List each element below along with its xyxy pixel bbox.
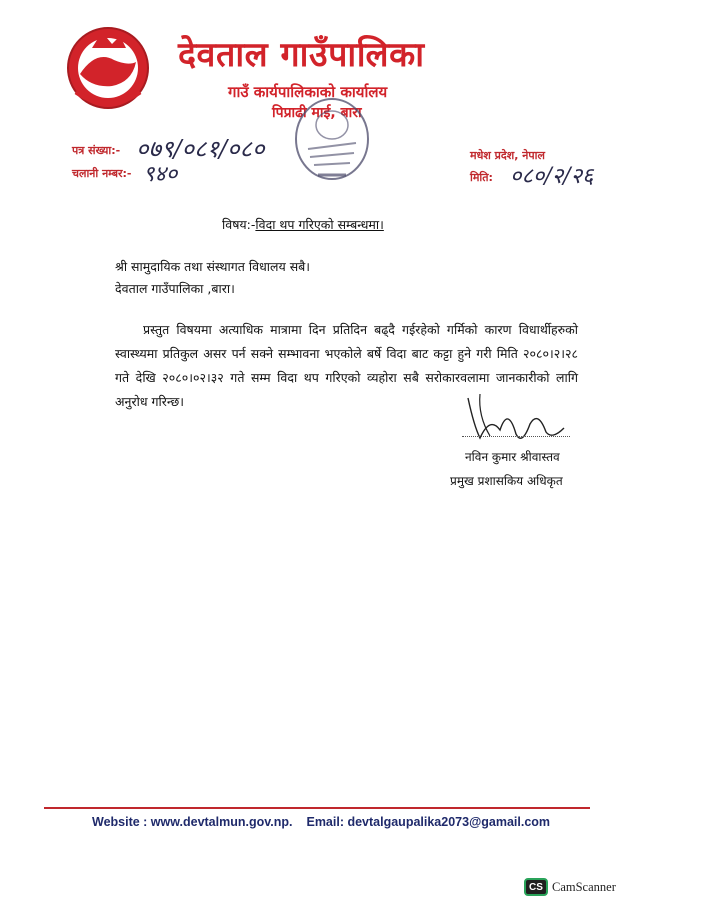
municipality-title: देवताल गाउँपालिका	[178, 35, 425, 75]
footer-contact	[92, 815, 550, 829]
subject-line	[222, 216, 384, 233]
camscanner-logo-icon: CS	[524, 878, 548, 896]
municipality-emblem-icon	[62, 22, 154, 110]
letter-number-value: ०७९/०८१/०८०	[136, 135, 265, 163]
signatory-title: प्रमुख प्रशासकिय अधिकृत	[450, 474, 563, 488]
province-label: मधेश प्रदेश, नेपाल	[470, 149, 545, 162]
dispatch-number-label: चलानी नम्बर:-	[72, 167, 132, 180]
footer-divider	[44, 807, 590, 809]
signature-dotted-line	[462, 436, 570, 437]
dispatch-number-value: ९४०	[143, 162, 178, 187]
office-subtitle: गाउँ कार्यपालिकाको कार्यालय	[228, 83, 388, 101]
letter-number-label: पत्र संख्या:-	[72, 144, 121, 157]
signatory-name: नविन कुमार श्रीवास्तव	[465, 450, 560, 464]
date-label: मिति:	[470, 171, 493, 184]
addressee-line-2: देवताल गाउँपालिका ,बारा।	[115, 281, 235, 296]
footer-website: Website : www.devtalmun.gov.np.	[92, 815, 293, 829]
body-paragraph: प्रस्तुत विषयमा अत्याधिक मात्रामा दिन प्रतिदिन बढ्दै गईरहेको गर्मिको कारण विधार्थीहरुको स्वास्थ्यमा प्रतिकुल असर पर्न सक्ने सम्भावना भएकोले बर्षे विदा बाट कट्टा हुने गरी मिति २०८०।२।२८ गते देखि २०८०।०२।३२ गते सम्म विदा थप गरिएको व्यहोरा सबै सरोकारवलामा जानकारीको लागि अनुरोध गरिन्छ।	[115, 322, 578, 409]
office-address: पिप्राढी माई, बारा	[272, 105, 362, 121]
addressee-line-1: श्री सामुदायिक तथा संस्थागत विधालय सबै।	[115, 259, 311, 274]
subject-label: विषय:-	[222, 217, 256, 232]
camscanner-label: CamScanner	[552, 879, 616, 894]
camscanner-watermark	[524, 878, 616, 896]
footer-email: Email: devtalgaupalika2073@gamail.com	[306, 815, 551, 829]
date-value: ०८०/२/२६	[510, 164, 594, 189]
office-seal-stamp	[292, 93, 374, 185]
handwritten-signature	[460, 386, 570, 456]
subject-text: विदा थप गरिएको सम्बन्धमा।	[255, 217, 384, 232]
